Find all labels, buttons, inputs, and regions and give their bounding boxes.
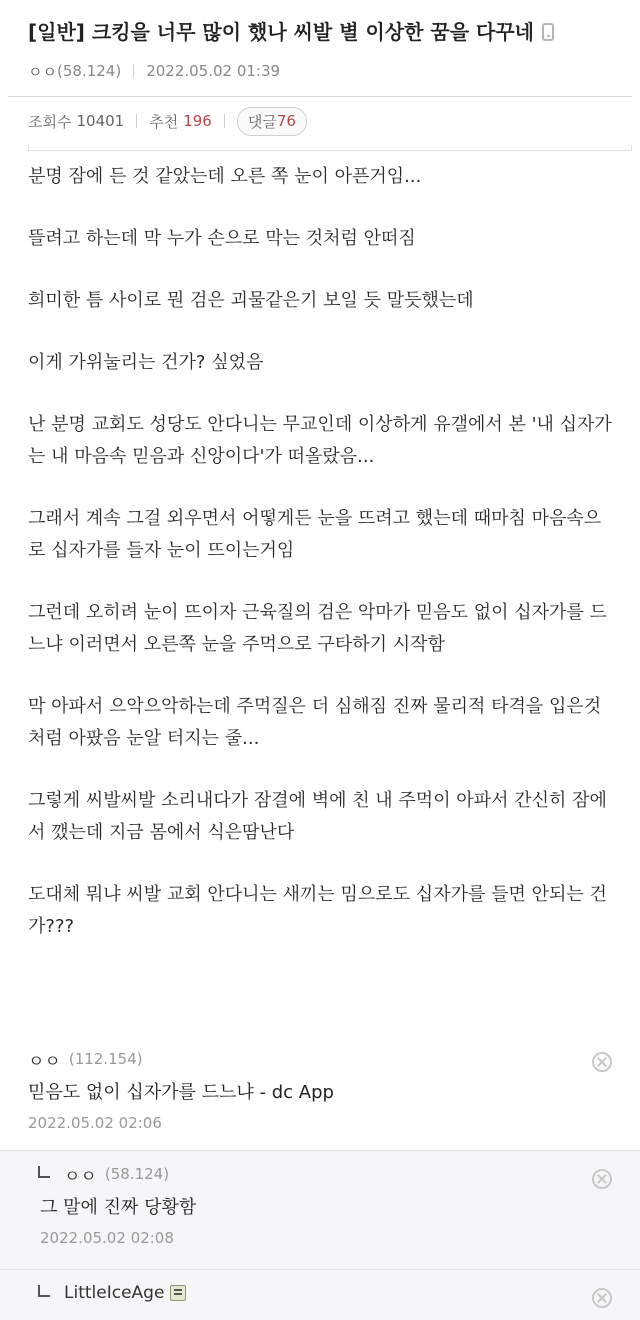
comments-label: 댓글: [247, 112, 277, 131]
body-paragraph: 막 아파서 으악으악하는데 주먹질은 더 심해짐 진짜 물리적 타격을 입은것처럼 아팠음 눈알 터지는 줄...: [28, 696, 602, 749]
body-paragraph: 이게 가위눌리는 건가? 싶었음: [28, 352, 264, 373]
fixed-nick-icon: [170, 1285, 186, 1301]
body-paragraph: 분명 잠에 든 것 같았는데 오른 쪽 눈이 아픈거임...: [28, 166, 422, 187]
comment-text: 그 말에 진짜 당황함: [40, 1197, 197, 1218]
reply-arrow-icon: [38, 1166, 50, 1178]
reply-item: [0, 1150, 640, 1269]
comment-ip: (58.124): [104, 1165, 170, 1183]
comment-author[interactable]: LittleIceAge: [64, 1283, 165, 1303]
post-date: 2022.05.02 01:39: [146, 62, 281, 80]
post-header: [0, 0, 640, 82]
meta-divider: [133, 64, 134, 78]
body-paragraph: 그래서 계속 그걸 외우면서 어떻게든 눈을 뜨려고 했는데 때마침 마음속으로 십자가를 들자 눈이 뜨이는거임: [28, 508, 602, 561]
reply-item: [0, 1269, 640, 1320]
mobile-phone-icon: [542, 23, 554, 41]
delete-comment-icon[interactable]: [592, 1169, 612, 1189]
post-writer-ip: (58.124): [56, 62, 122, 80]
delete-comment-icon[interactable]: [592, 1052, 612, 1072]
post-meta: [28, 60, 612, 82]
views-label: 조회수: [28, 112, 72, 131]
post-title-text: [일반] 크킹을 너무 많이 했나 씨발 별 이상한 꿈을 다꾸네: [28, 20, 534, 44]
comment-header: [38, 1280, 612, 1306]
body-paragraph: 난 분명 교회도 성당도 안다니는 무교인데 이상하게 유갤에서 본 '내 십자가는 내 마음속 믿음과 신앙이다'가 떠올랐음...: [28, 414, 612, 467]
comments-count: 76: [276, 112, 296, 130]
post-body: [0, 151, 640, 943]
comment-header: [38, 1161, 612, 1187]
comment-item: [0, 1040, 640, 1144]
recommend-count: 196: [183, 112, 212, 130]
body-paragraph: 도대체 뭐냐 씨발 교회 안다니는 새끼는 밈으로도 십자가를 들면 안되는 건가???: [28, 884, 607, 937]
comment-author[interactable]: ㅇㅇ: [28, 1051, 61, 1072]
stats-divider: [224, 114, 225, 128]
body-paragraph: 뜰려고 하는데 막 누가 손으로 막는 것처럼 안떠짐: [28, 228, 416, 249]
comment-list: [0, 1040, 640, 1320]
comments-button[interactable]: [237, 107, 307, 136]
post-stats: [0, 97, 640, 145]
recommend-label: 추천: [149, 112, 179, 131]
comment-author[interactable]: ㅇㅇ: [64, 1166, 97, 1187]
body-paragraph: 그런데 오히려 눈이 뜨이자 근육질의 검은 악마가 믿음도 없이 십자가를 드느냐 이러면서 오른쪽 눈을 주먹으로 구타하기 시작함: [28, 602, 607, 655]
reply-arrow-icon: [38, 1285, 50, 1297]
stats-divider: [136, 114, 137, 128]
post-writer[interactable]: ㅇㅇ: [28, 62, 57, 81]
comment-date: 2022.05.02 02:08: [40, 1229, 174, 1247]
views-count: 10401: [76, 112, 125, 130]
comment-header: [28, 1046, 612, 1072]
body-paragraph: 그렇게 씨발씨발 소리내다가 잠결에 벽에 친 내 주먹이 아파서 간신히 잠에서 깼는데 지금 몸에서 식은땀난다: [28, 790, 607, 843]
post-title: [28, 18, 612, 46]
comment-text: 믿음도 없이 십자가를 드느냐 - dc App: [28, 1082, 334, 1103]
comment-date: 2022.05.02 02:06: [28, 1114, 162, 1132]
delete-comment-icon[interactable]: [592, 1288, 612, 1308]
body-paragraph: 희미한 틈 사이로 뭔 검은 괴물같은기 보일 듯 말듯했는데: [28, 290, 474, 311]
comment-ip: (112.154): [68, 1050, 143, 1068]
